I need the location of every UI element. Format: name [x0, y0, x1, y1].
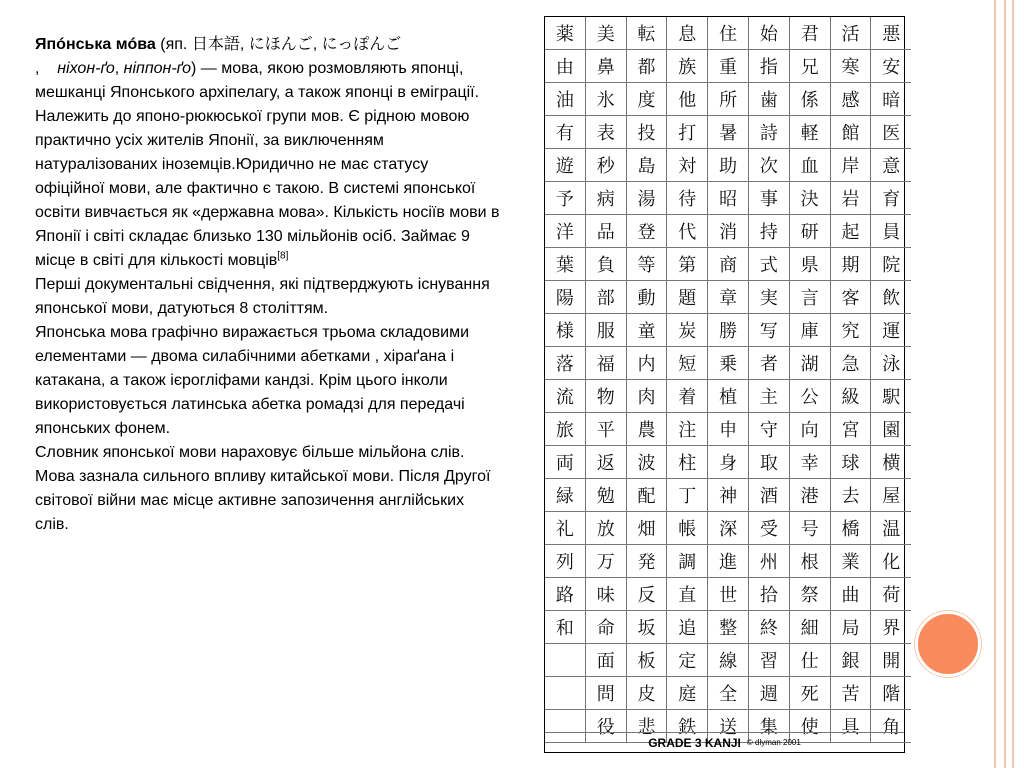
kanji-row — [545, 50, 911, 83]
kanji-cell: 岩 — [830, 182, 871, 215]
kanji-cell: 内 — [626, 347, 667, 380]
kanji-cell: 庫 — [789, 314, 830, 347]
slide-border-line — [1004, 0, 1006, 768]
kanji-cell: 福 — [585, 347, 626, 380]
kanji-cell: 者 — [748, 347, 789, 380]
kanji-cell: 返 — [585, 446, 626, 479]
kanji-cell: 苦 — [830, 677, 871, 710]
kanji-cell: 急 — [830, 347, 871, 380]
reading-separator: , — [114, 60, 124, 77]
kanji-cell: 横 — [871, 446, 911, 479]
kanji-row — [545, 611, 911, 644]
kanji-cell: 祭 — [789, 578, 830, 611]
kanji-cell: 所 — [708, 83, 749, 116]
kanji-cell: 意 — [871, 149, 911, 182]
kanji-cell: 代 — [667, 215, 708, 248]
kanji-cell: 乗 — [708, 347, 749, 380]
kanji-cell: 泳 — [871, 347, 911, 380]
kanji-grid — [545, 17, 911, 743]
kanji-row — [545, 413, 911, 446]
chart-footer-copyright: © dlyman 2001 — [746, 738, 801, 747]
kanji-cell: 投 — [626, 116, 667, 149]
kanji-cell: 油 — [545, 83, 585, 116]
kanji-cell: 部 — [585, 281, 626, 314]
kanji-cell: 角 — [871, 710, 911, 743]
kanji-cell: 鼻 — [585, 50, 626, 83]
kanji-cell: 深 — [708, 512, 749, 545]
kanji-row — [545, 314, 911, 347]
kanji-row — [545, 446, 911, 479]
kanji-cell: 予 — [545, 182, 585, 215]
kanji-cell: 園 — [871, 413, 911, 446]
kanji-cell: 身 — [708, 446, 749, 479]
kanji-cell: 整 — [708, 611, 749, 644]
kanji-cell: 品 — [585, 215, 626, 248]
kanji-cell: 化 — [871, 545, 911, 578]
paragraph-vocabulary: Словник японської мови нараховує більше мільйона слів. Мова зазнала сильного впливу китайської мови. Після Другої світової війни має місце активне запозичення англійських слів. — [35, 444, 491, 533]
kanji-cell: 向 — [789, 413, 830, 446]
kanji-cell: 習 — [748, 644, 789, 677]
kanji-cell: 温 — [871, 512, 911, 545]
kanji-cell: 庭 — [667, 677, 708, 710]
kanji-cell: 湯 — [626, 182, 667, 215]
kanji-cell: 寒 — [830, 50, 871, 83]
kanji-cell: 仕 — [789, 644, 830, 677]
kanji-cell: 根 — [789, 545, 830, 578]
kanji-cell: 波 — [626, 446, 667, 479]
kanji-cell: 拾 — [748, 578, 789, 611]
kanji-cell: 悪 — [871, 17, 911, 50]
kanji-cell: 流 — [545, 380, 585, 413]
kanji-cell: 研 — [789, 215, 830, 248]
kanji-row — [545, 644, 911, 677]
kanji-cell: 詩 — [748, 116, 789, 149]
kanji-cell: 着 — [667, 380, 708, 413]
kanji-cell: 血 — [789, 149, 830, 182]
kanji-cell: 第 — [667, 248, 708, 281]
kanji-cell: 味 — [585, 578, 626, 611]
kanji-cell: 駅 — [871, 380, 911, 413]
kanji-cell: 負 — [585, 248, 626, 281]
kanji-cell: 商 — [708, 248, 749, 281]
kanji-cell: 反 — [626, 578, 667, 611]
kanji-cell: 開 — [871, 644, 911, 677]
kanji-cell: 州 — [748, 545, 789, 578]
kanji-row — [545, 116, 911, 149]
kanji-cell: 丁 — [667, 479, 708, 512]
kanji-cell: 主 — [748, 380, 789, 413]
kanji-cell: 言 — [789, 281, 830, 314]
kanji-cell: 由 — [545, 50, 585, 83]
kanji-row — [545, 512, 911, 545]
kanji-cell — [545, 644, 585, 677]
kanji-cell: 動 — [626, 281, 667, 314]
kanji-cell: 飲 — [871, 281, 911, 314]
kanji-cell: 注 — [667, 413, 708, 446]
kanji-cell: 発 — [626, 545, 667, 578]
kanji-cell: 肉 — [626, 380, 667, 413]
kanji-cell: 岸 — [830, 149, 871, 182]
kanji-cell: 始 — [748, 17, 789, 50]
kanji-cell: 待 — [667, 182, 708, 215]
paragraph-history: Перші документальні свідчення, які підтверджують існування японської мови, датуються 8 століттям. — [35, 276, 490, 317]
kanji-cell: 係 — [789, 83, 830, 116]
kanji-row — [545, 578, 911, 611]
kanji-cell: 短 — [667, 347, 708, 380]
kanji-cell: 追 — [667, 611, 708, 644]
kanji-cell: 暗 — [871, 83, 911, 116]
kanji-cell: 勉 — [585, 479, 626, 512]
kanji-cell: 館 — [830, 116, 871, 149]
kanji-row — [545, 83, 911, 116]
kanji-cell: 事 — [748, 182, 789, 215]
kanji-cell: 有 — [545, 116, 585, 149]
kanji-cell: 育 — [871, 182, 911, 215]
kanji-cell: 局 — [830, 611, 871, 644]
kanji-cell: 住 — [708, 17, 749, 50]
kanji-cell: 面 — [585, 644, 626, 677]
kanji-cell: 医 — [871, 116, 911, 149]
kanji-cell: 銀 — [830, 644, 871, 677]
kanji-cell: 秒 — [585, 149, 626, 182]
kanji-cell: 題 — [667, 281, 708, 314]
kanji-cell: 指 — [748, 50, 789, 83]
kanji-cell: 薬 — [545, 17, 585, 50]
kanji-cell: 集 — [748, 710, 789, 743]
kanji-cell: 直 — [667, 578, 708, 611]
kanji-cell: 世 — [708, 578, 749, 611]
kanji-cell: 息 — [667, 17, 708, 50]
kanji-cell: 屋 — [871, 479, 911, 512]
kanji-cell: 坂 — [626, 611, 667, 644]
kanji-cell: 遊 — [545, 149, 585, 182]
kanji-cell: 島 — [626, 149, 667, 182]
kanji-cell: 活 — [830, 17, 871, 50]
kanji-cell: 申 — [708, 413, 749, 446]
kanji-cell: 級 — [830, 380, 871, 413]
kanji-cell: 曲 — [830, 578, 871, 611]
kanji-cell: 階 — [871, 677, 911, 710]
kanji-cell: 消 — [708, 215, 749, 248]
kanji-cell: 細 — [789, 611, 830, 644]
article-text — [35, 33, 500, 537]
kanji-cell: 助 — [708, 149, 749, 182]
slide-border-line — [1012, 0, 1014, 768]
kanji-cell: 植 — [708, 380, 749, 413]
kanji-cell: 全 — [708, 677, 749, 710]
kanji-cell: 軽 — [789, 116, 830, 149]
kanji-cell — [545, 677, 585, 710]
kanji-cell: 様 — [545, 314, 585, 347]
kanji-cell: 進 — [708, 545, 749, 578]
kanji-cell: 運 — [871, 314, 911, 347]
kanji-cell: 悲 — [626, 710, 667, 743]
kanji-cell: 兄 — [789, 50, 830, 83]
paragraph-intro-body: ) — мова, якою розмовляють японці, мешканці Японського архіпелагу, а також японці в еміграції. Належить до японо-рюкюської групи мов. Є рідною мовою практично усіх жителів Японії, за виключенням натуралізованих іноземців.Юридично не має статусу офіційної мови, але фактично є такою. В системі японської освіти вивчається як «державна мова». Кількість носіїв мови в Японії і світі складає близько 130 мільйонів осіб. Займає 9 місце в світі для кількості мовців — [35, 60, 500, 269]
kanji-row — [545, 479, 911, 512]
kanji-cell: 童 — [626, 314, 667, 347]
kanji-cell: 起 — [830, 215, 871, 248]
kanji-cell: 写 — [748, 314, 789, 347]
kanji-row — [545, 149, 911, 182]
kanji-cell: 登 — [626, 215, 667, 248]
kanji-cell: 球 — [830, 446, 871, 479]
kanji-row — [545, 182, 911, 215]
kanji-row — [545, 248, 911, 281]
kanji-cell: 族 — [667, 50, 708, 83]
kanji-cell: 守 — [748, 413, 789, 446]
kanji-chart — [544, 16, 905, 753]
kanji-cell: 都 — [626, 50, 667, 83]
kanji-cell: 具 — [830, 710, 871, 743]
kanji-cell: 章 — [708, 281, 749, 314]
kanji-cell: 帳 — [667, 512, 708, 545]
kanji-cell: 転 — [626, 17, 667, 50]
kanji-cell: 列 — [545, 545, 585, 578]
kanji-cell: 平 — [585, 413, 626, 446]
kanji-row — [545, 215, 911, 248]
kanji-cell: 葉 — [545, 248, 585, 281]
kanji-cell: 炭 — [667, 314, 708, 347]
kanji-cell: 病 — [585, 182, 626, 215]
kanji-cell: 荷 — [871, 578, 911, 611]
reading-nihongo: ніхон-ґо — [57, 60, 115, 77]
kanji-row — [545, 380, 911, 413]
kanji-cell: 放 — [585, 512, 626, 545]
kanji-cell: 皮 — [626, 677, 667, 710]
kanji-cell: 送 — [708, 710, 749, 743]
kanji-cell: 表 — [585, 116, 626, 149]
kanji-cell: 重 — [708, 50, 749, 83]
kanji-row — [545, 677, 911, 710]
kanji-cell: 業 — [830, 545, 871, 578]
kanji-cell: 昭 — [708, 182, 749, 215]
kanji-cell: 式 — [748, 248, 789, 281]
kanji-cell: 客 — [830, 281, 871, 314]
kanji-cell: 定 — [667, 644, 708, 677]
kanji-cell: 美 — [585, 17, 626, 50]
kanji-cell: 旅 — [545, 413, 585, 446]
article-title: Япóнська мóва — [35, 36, 156, 53]
kanji-cell: 究 — [830, 314, 871, 347]
kanji-cell: 勝 — [708, 314, 749, 347]
kanji-cell: 路 — [545, 578, 585, 611]
kanji-cell: 院 — [871, 248, 911, 281]
kanji-cell: 歯 — [748, 83, 789, 116]
kanji-cell: 県 — [789, 248, 830, 281]
chart-footer — [545, 732, 904, 752]
kanji-row — [545, 281, 911, 314]
kanji-cell: 落 — [545, 347, 585, 380]
kanji-cell: 氷 — [585, 83, 626, 116]
kanji-cell: 幸 — [789, 446, 830, 479]
kanji-cell: 号 — [789, 512, 830, 545]
kanji-cell: 服 — [585, 314, 626, 347]
kanji-cell: 港 — [789, 479, 830, 512]
decorative-circle — [915, 611, 981, 677]
kanji-cell: 期 — [830, 248, 871, 281]
kanji-cell: 陽 — [545, 281, 585, 314]
kanji-cell: 去 — [830, 479, 871, 512]
kanji-cell: 湖 — [789, 347, 830, 380]
kanji-cell: 終 — [748, 611, 789, 644]
kanji-cell: 問 — [585, 677, 626, 710]
kanji-cell: 板 — [626, 644, 667, 677]
kanji-row — [545, 17, 911, 50]
kanji-cell: 対 — [667, 149, 708, 182]
kanji-cell: 決 — [789, 182, 830, 215]
kanji-cell: 鉄 — [667, 710, 708, 743]
slide-border-line — [994, 0, 996, 768]
kanji-cell: 安 — [871, 50, 911, 83]
kanji-cell: 持 — [748, 215, 789, 248]
kanji-cell: 両 — [545, 446, 585, 479]
kanji-cell: 取 — [748, 446, 789, 479]
kanji-cell: 等 — [626, 248, 667, 281]
kanji-cell: 物 — [585, 380, 626, 413]
kanji-cell: 界 — [871, 611, 911, 644]
kanji-cell: 感 — [830, 83, 871, 116]
kanji-cell: 洋 — [545, 215, 585, 248]
kanji-cell: 度 — [626, 83, 667, 116]
reading-nippongo: ніппон-ґо — [123, 60, 191, 77]
kanji-cell: 死 — [789, 677, 830, 710]
kanji-cell: 次 — [748, 149, 789, 182]
kanji-cell: 線 — [708, 644, 749, 677]
kanji-cell: 礼 — [545, 512, 585, 545]
chart-footer-title: GRADE 3 KANJI — [648, 735, 741, 750]
kanji-cell: 命 — [585, 611, 626, 644]
kanji-cell: 暑 — [708, 116, 749, 149]
kanji-cell: 週 — [748, 677, 789, 710]
kanji-cell: 橋 — [830, 512, 871, 545]
footnote-link[interactable]: [8] — [277, 250, 289, 262]
intro-text: (яп. 日本語, にほんご, にっぽんご — [155, 36, 402, 53]
kanji-cell: 使 — [789, 710, 830, 743]
kanji-row — [545, 347, 911, 380]
kanji-cell: 農 — [626, 413, 667, 446]
kanji-cell: 万 — [585, 545, 626, 578]
kanji-cell: 和 — [545, 611, 585, 644]
kanji-cell: 配 — [626, 479, 667, 512]
kanji-cell: 他 — [667, 83, 708, 116]
kanji-cell: 畑 — [626, 512, 667, 545]
kanji-cell: 受 — [748, 512, 789, 545]
paragraph-writing: Японська мова графічно виражається трьома складовими елементами — двома силабічними абетками , хіраґана і катакана, а також ієрогліфами кандзі. Крім цього інколи використовується латинська абетка ромадзі для передачі японських фонем. — [35, 324, 470, 437]
kanji-cell: 君 — [789, 17, 830, 50]
kanji-cell: 緑 — [545, 479, 585, 512]
kanji-cell: 調 — [667, 545, 708, 578]
paragraph-intro — [35, 33, 500, 273]
kanji-cell: 神 — [708, 479, 749, 512]
kanji-cell: 酒 — [748, 479, 789, 512]
kanji-cell: 実 — [748, 281, 789, 314]
readings-prefix: , — [35, 60, 58, 77]
kanji-cell: 員 — [871, 215, 911, 248]
kanji-cell: 宮 — [830, 413, 871, 446]
kanji-cell: 公 — [789, 380, 830, 413]
kanji-cell: 柱 — [667, 446, 708, 479]
kanji-row — [545, 545, 911, 578]
kanji-cell: 役 — [585, 710, 626, 743]
kanji-cell: 打 — [667, 116, 708, 149]
